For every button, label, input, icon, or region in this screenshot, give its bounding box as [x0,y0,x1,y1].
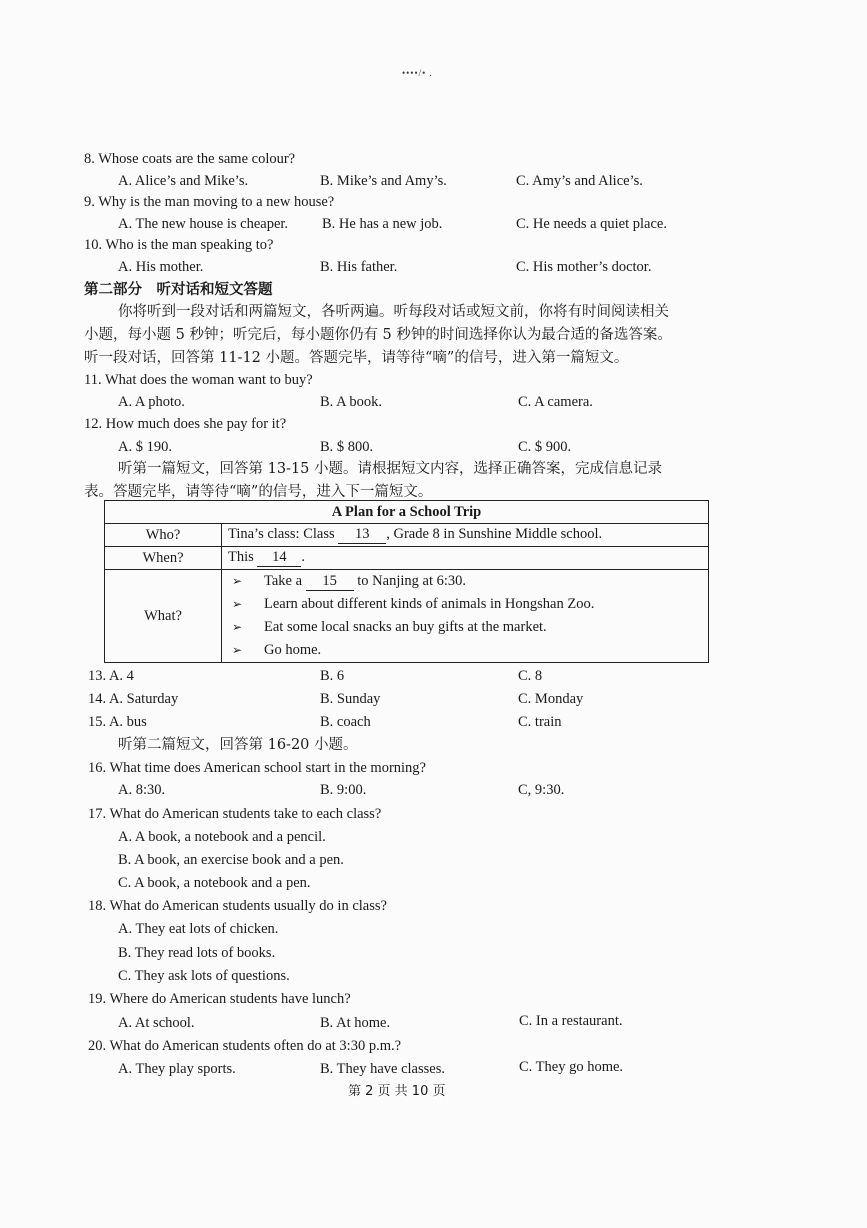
q16-option-b: B. 9:00. [320,782,367,798]
q13-option-b: B. 6 [320,668,345,684]
q19-option-c: C. In a restaurant. [519,1013,623,1029]
q11-option-c: C. A camera. [518,394,593,410]
q18-option-c: C. They ask lots of questions. [118,968,290,984]
arrow-bullet-icon: ➢ [232,597,243,611]
plan-bullet-3 [232,616,698,639]
q12-option-a: A. $ 190. [118,439,172,455]
arrow-bullet-icon: ➢ [232,643,243,657]
table-what-label: What? [105,570,222,663]
q16-option-c: C, 9:30. [518,782,565,798]
q14-option-c: C. Monday [518,691,584,707]
plan-bullet-1 [232,570,698,593]
part2-instruction-2: 小题，每小题 5 秒钟；听完后，每小题你仍有 5 秒钟的时间选择你认为最合适的备选答案。 [84,327,672,343]
q12-option-c: C. $ 900. [518,439,572,455]
q9-option-a: A. The new house is cheaper. [118,216,289,232]
passage2-instruction: 听第二篇短文，回答第 16-20 小题。 [118,737,358,753]
q17-option-c: C. A book, a notebook and a pen. [118,875,311,891]
q18-option-b: B. They read lots of books. [118,945,276,961]
when-suffix: . [301,549,306,565]
q8-option-b: B. Mike’s and Amy’s. [320,173,447,189]
q17-stem: 17. What do American students take to each class? [88,806,382,822]
when-prefix: This [228,549,254,565]
who-suffix: , Grade 8 in Sunshine Middle school. [386,526,603,542]
passage1-instruction-2: 表。答题完毕，请等待“嘀”的信号，进入下一篇短文。 [84,484,433,500]
part2-heading: 第二部分 听对话和短文答题 [84,282,273,298]
q19-stem: 19. Where do American students have lunch? [88,991,351,1007]
bullet-3-text: Eat some local snacks an buy gifts at the market. [264,619,547,635]
q9-option-b: B. He has a new job. [322,216,443,232]
header-mark: ••••/• . [402,68,433,78]
table-when-label: When? [105,547,222,570]
q10-option-c: C. His mother’s doctor. [516,259,652,275]
table-when-cell [222,547,709,570]
school-trip-table [104,500,709,663]
part2-instruction-1: 你将听到一段对话和两篇短文，各听两遍。听每段对话或短文前，你将有时间阅读相关 [118,304,669,320]
q11-option-b: B. A book. [320,394,383,410]
blank-14: 14 [257,549,301,567]
q10-option-a: A. His mother. [118,259,204,275]
q10-option-b: B. His father. [320,259,398,275]
q9-option-c: C. He needs a quiet place. [516,216,667,232]
q16-option-a: A. 8:30. [118,782,166,798]
q18-stem: 18. What do American students usually do in class? [88,898,387,914]
q19-option-b: B. At home. [320,1015,391,1031]
page-footer: 第 2 页 共 10 页 [348,1084,446,1099]
q11-stem: 11. What does the woman want to buy? [84,372,313,388]
arrow-bullet-icon: ➢ [232,574,243,588]
passage1-instruction-1: 听第一篇短文，回答第 13-15 小题。请根据短文内容，选择正确答案，完成信息记录 [118,461,663,477]
table-who-label: Who? [105,524,222,547]
q11-option-a: A. A photo. [118,394,185,410]
blank-13: 13 [338,526,386,544]
q8-stem: 8. Whose coats are the same colour? [84,151,296,167]
q13-option-a: 13. A. 4 [88,668,134,684]
plan-bullet-4 [232,639,698,662]
q20-option-c: C. They go home. [519,1059,624,1075]
q15-option-c: C. train [518,714,562,730]
bullet-1-suffix: to Nanjing at 6:30. [357,573,467,589]
table-title: A Plan for a School Trip [105,501,709,524]
q16-stem: 16. What time does American school start in the morning? [88,760,426,776]
q14-option-a: 14. A. Saturday [88,691,179,707]
q15-option-a: 15. A. bus [88,714,147,730]
q12-stem: 12. How much does she pay for it? [84,416,287,432]
bullet-1-prefix: Take a [264,573,303,589]
q18-option-a: A. They eat lots of chicken. [118,921,279,937]
table-who-cell [222,524,709,547]
q10-stem: 10. Who is the man speaking to? [84,237,274,253]
q19-option-a: A. At school. [118,1015,195,1031]
q8-option-c: C. Amy’s and Alice’s. [516,173,643,189]
q14-option-b: B. Sunday [320,691,381,707]
blank-15: 15 [306,573,354,591]
q17-option-b: B. A book, an exercise book and a pen. [118,852,344,868]
plan-bullet-2 [232,593,698,616]
bullet-4-text: Go home. [264,642,322,658]
bullet-2-text: Learn about different kinds of animals in Hongshan Zoo. [264,596,595,612]
q17-option-a: A. A book, a notebook and a pencil. [118,829,326,845]
q20-option-b: B. They have classes. [320,1061,445,1077]
q9-stem: 9. Why is the man moving to a new house? [84,194,335,210]
q15-option-b: B. coach [320,714,371,730]
q20-option-a: A. They play sports. [118,1061,236,1077]
arrow-bullet-icon: ➢ [232,620,243,634]
table-what-cell [222,570,709,663]
q13-option-c: C. 8 [518,668,543,684]
q20-stem: 20. What do American students often do at 3:30 p.m.? [88,1038,402,1054]
part2-instruction-3: 听一段对话，回答第 11-12 小题。答题完毕，请等待“嘀”的信号，进入第一篇短文。 [84,350,629,366]
q12-option-b: B. $ 800. [320,439,374,455]
q8-option-a: A. Alice’s and Mike’s. [118,173,249,189]
who-prefix: Tina’s class: Class [228,526,335,542]
